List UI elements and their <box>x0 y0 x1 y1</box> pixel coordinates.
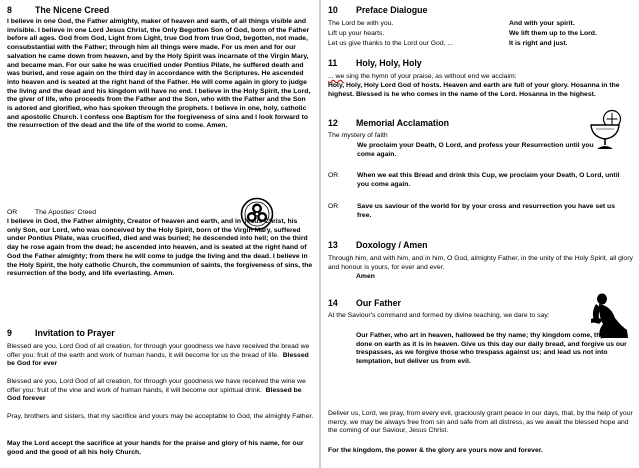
section-title: Invitation to Prayer <box>35 328 115 338</box>
doxology-amen: Amen <box>356 273 375 280</box>
wine-prayer: Blessed are you, Lord God of all creation, for through your goodness we have received the wine we offer you: fruit of the vine and work of human hands, it will become our spiritual drink. <box>7 378 306 394</box>
memorial-or-2: OR <box>328 203 339 210</box>
section-number: 14 <box>328 298 338 308</box>
memorial-heading <box>328 118 449 128</box>
bread-response: Blessed be God for ever <box>7 351 309 368</box>
deliver-us-text: Deliver us, Lord, we pray, from every evil, graciously grant peace in our days, that, by the help of your mercy, we may be always free from sin and safe from all distress, as we await the blessed hope and the coming of our Saviour, Jesus Christ. <box>328 410 633 435</box>
preface-people-1: And with your spirit. <box>509 20 575 27</box>
section-title: Memorial Acclamation <box>356 118 450 128</box>
our-father-heading <box>328 298 401 308</box>
apostles-creed-text: I believe in God, the Father almighty, Creator of heaven and earth, and in Jesus Christ, his only Son, our Lord, who was conceived by the Holy Spirit, born of the Virgin Mary, suffered under Pontius Pilate, was crucified, died and was buried; he descended into hell; on the third day he rose again from the dead; he ascended into heaven, and is seated at the right hand of God the Father almighty; from there he will come to judge the living and the dead. I believe in the Holy Spirit, the holy catholic Church, the communion of saints, the forgiveness of sins, the resurrection of the body, and life everlasting. Amen. <box>7 218 313 278</box>
preface-heading <box>328 5 427 15</box>
section-number: 11 <box>328 58 338 68</box>
holy-intro-prefix: ... we <box>328 73 345 80</box>
holy-heading <box>328 58 422 68</box>
preface-people-2: We lift them up to the Lord. <box>509 30 597 37</box>
holy-intro <box>328 73 517 82</box>
or-label: OR <box>7 209 18 216</box>
nicene-creed-text: I believe in one God, the Father almighty, maker of heaven and earth, of all things visible and invisible. I believe in one Lord Jesus Christ, the Only Begotten Son of God, born of the Father before all ages. God from God, Light from Light, true God from true God, begotten, not made, consubstantial with the Father; through him all things were made. For us men and for our salvation he came down from heaven, and by the Holy Spirit was incarnate of the Virgin Mary, and became man. For our sake he was crucified under Pontius Pilate, he suffered death and was buried, and rose again on the third day in accordance with the Scriptures. He ascended into heaven and is seated at the right hand of the Father. He will come again in glory to judge the living and the dead and his kingdom will have no end. I believe in the Holy Spirit, the Lord, the giver of life, who proceeds from the Father and the Son, who with the Father and the Son is adored and glorified, who has spoken through the prophets. I believe in one, holy, catholic and apostolic Church. I confess one Baptism for the forgiveness of sins and I look forward to the resurrection of the dead and the life of the world to come. Amen. <box>7 18 311 130</box>
section-number: 13 <box>328 240 338 250</box>
preface-priest-2: Lift up your hearts. <box>328 30 385 37</box>
invitation-bread <box>7 343 315 369</box>
right-page <box>323 0 639 468</box>
memorial-option-c: Save us saviour of the world for by your cross and resurrection you have set us free. <box>357 203 615 219</box>
wine-response: Blessed be God forever <box>7 386 302 403</box>
apostles-title: The Apostles' Creed <box>35 209 96 216</box>
apostles-creed-heading <box>7 209 96 218</box>
invitation-heading <box>7 328 115 338</box>
section-title: Preface Dialogue <box>356 5 428 15</box>
bread-prayer: Blessed are you, Lord God of all creation, for through your goodness we have received the bread we offer you: fruit of the earth and work of human hands, it will become for us the bread of life. <box>7 343 310 359</box>
section-title: The Nicene Creed <box>35 5 110 15</box>
section-number: 9 <box>7 328 12 338</box>
holy-text: Holy, Holy, Holy Lord God of hosts. Heaven and earth are full of your glory. Hosanna in the highest. Blessed is he who comes in the name of the Lord. Hosanna in the highest. <box>328 82 620 98</box>
preface-people-3: It is right and just. <box>509 40 568 47</box>
doxology-text: Through him, and with him, and in him, O God, almighty Father, in the unity of the Holy Spirit, all glory and honour is yours, for ever and ever. <box>328 255 633 271</box>
memorial-option-a: We proclaim your Death, O Lord, and profess your Resurrection until you come again. <box>357 142 594 158</box>
left-page <box>0 0 318 468</box>
our-father-intro: At the Saviour's command and formed by divine teaching, we dare to say: <box>328 312 550 319</box>
memorial-or-1: OR <box>328 172 339 179</box>
closing-doxology: For the kingdom, the power & the glory are yours now and forever. <box>328 447 543 454</box>
page-divider <box>319 0 321 468</box>
section-number: 8 <box>7 5 12 15</box>
section-number: 12 <box>328 118 338 128</box>
nicene-creed-heading <box>7 5 109 15</box>
memorial-option-b: When we eat this Bread and drink this Cup, we proclaim your Death, O Lord, until you come again. <box>357 172 620 188</box>
preface-priest-3: Let us give thanks to the Lord our God. ... <box>328 40 454 47</box>
holy-intro-text: sing the hymn of your praise, as without end we acclaim: <box>346 73 517 80</box>
memorial-intro: The mystery of faith <box>328 132 388 139</box>
invitation-wine <box>7 378 315 404</box>
invitation-response: May the Lord accept the sacrifice at your hands for the praise and glory of his name, for our good and the good of all his holy Church. <box>7 440 304 456</box>
doxology-heading <box>328 240 428 250</box>
section-title: Holy, Holy, Holy <box>356 58 422 68</box>
our-father-prayer: Our Father, who art in heaven, hallowed be thy name; thy kingdom come, thy will be done on earth as it is in heaven. Give us this day our daily bread, and forgive us our trespasses, as we forgive those who trespass against us; and lead us not into temptation, but deliver us from evil. <box>356 332 627 366</box>
section-title: Our Father <box>356 298 401 308</box>
preface-priest-1: The Lord be with you. <box>328 20 394 27</box>
section-number: 10 <box>328 5 338 15</box>
invitation-pray: Pray, brothers and sisters, that my sacrifice and yours may be acceptable to God, the almighty Father. <box>7 413 314 420</box>
section-title: Doxology / Amen <box>356 240 428 250</box>
